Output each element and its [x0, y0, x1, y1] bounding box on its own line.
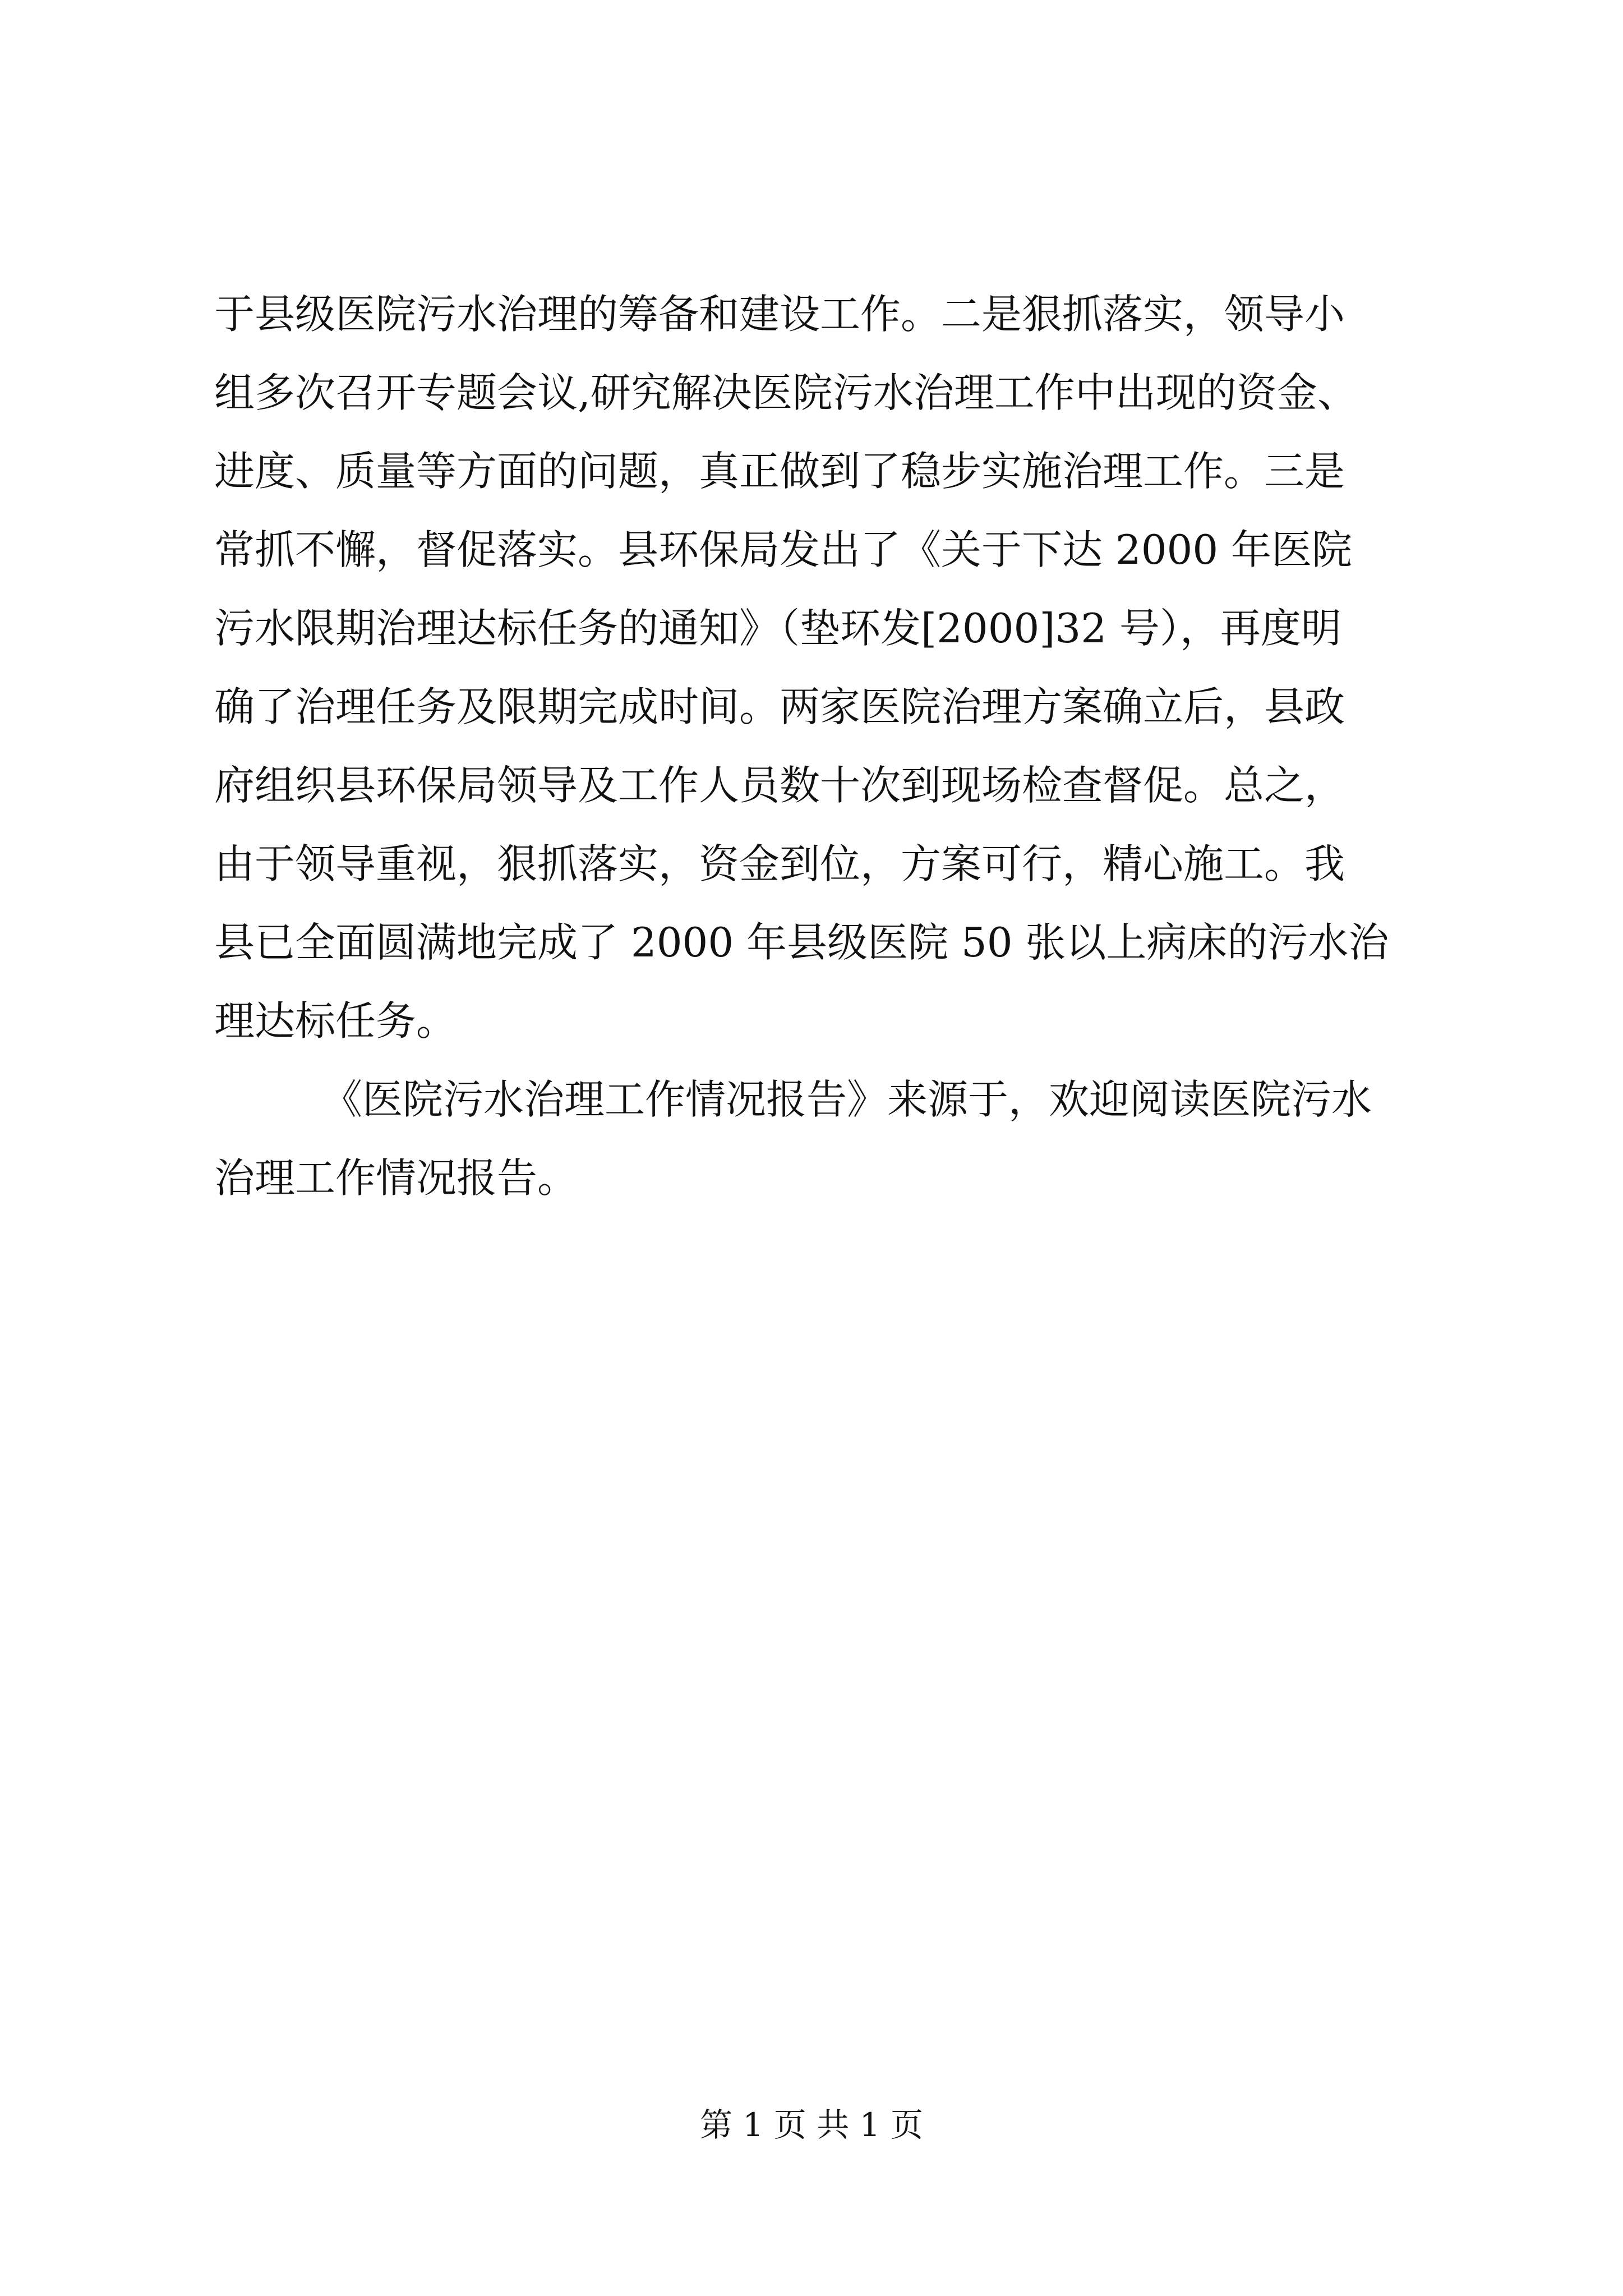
text-line: 进度、质量等方面的问题，真正做到了稳步实施治理工作。三是 [214, 448, 1345, 495]
text-line: 常抓不懈，督促落实。县环保局发出了《关于下达 2000 年医院 [214, 526, 1353, 573]
text-line: 《医院污水治理工作情况报告》来源于，欢迎阅读医院污水 [322, 1076, 1372, 1123]
paragraph-2 [214, 1060, 1448, 1217]
paragraph-1 [214, 275, 1448, 1060]
text-line: 由于领导重视，狠抓落实，资金到位，方案可行，精心施工。我 [214, 840, 1345, 887]
text-line: 于县级医院污水治理的筹备和建设工作。二是狠抓落实，领导小 [214, 291, 1345, 338]
document-body [214, 275, 1448, 1217]
text-line: 治理工作情况报告。 [214, 1154, 578, 1202]
text-line: 污水限期治理达标任务的通知》（垫环发[2000]32 号），再度明 [214, 605, 1341, 652]
text-line: 确了治理任务及限期完成时间。两家医院治理方案确立后，县政 [214, 683, 1345, 730]
page-footer: 第 1 页 共 1 页 [700, 2106, 923, 2144]
text-line: 县已全面圆满地完成了 2000 年县级医院 50 张以上病床的污水治 [214, 919, 1389, 966]
text-line: 组多次召开专题会议,研究解决医院污水治理工作中出现的资金、 [214, 369, 1358, 416]
text-line: 理达标任务。 [214, 997, 457, 1045]
text-line: 府组织县环保局领导及工作人员数十次到现场检查督促。总之， [214, 762, 1345, 809]
